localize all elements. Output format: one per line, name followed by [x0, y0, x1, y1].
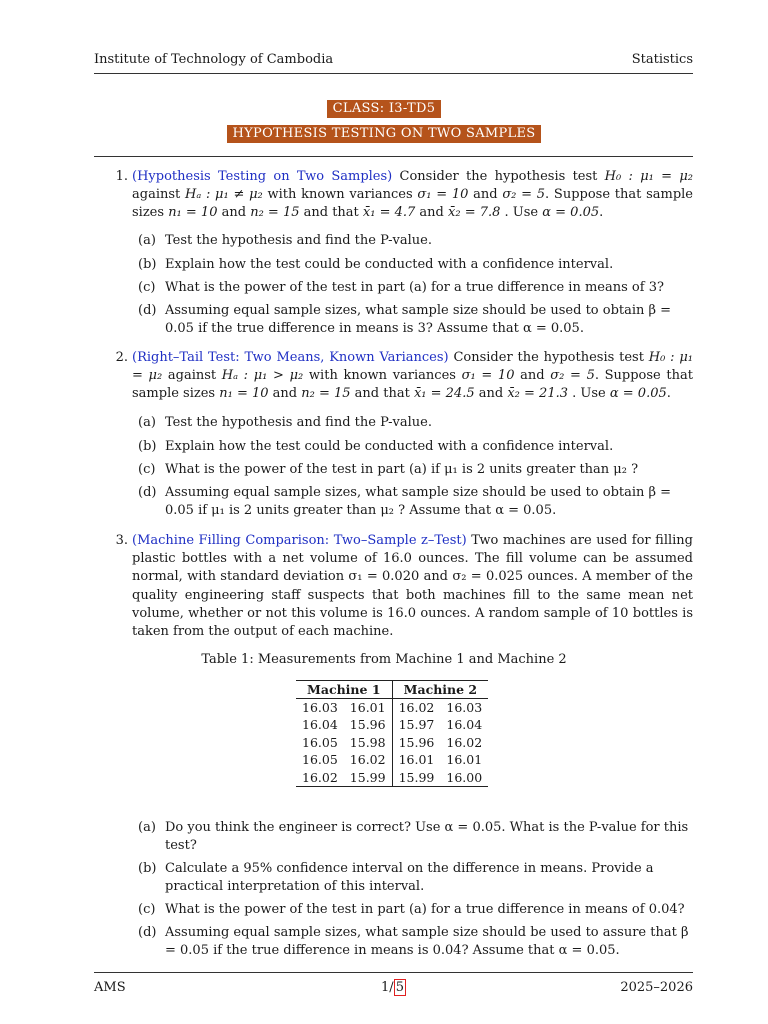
topic-label: HYPOTHESIS TESTING ON TWO SAMPLES: [227, 125, 542, 143]
q2-part-b: (b) Explain how the test could be conducted with a confidence interval.: [138, 439, 614, 454]
question-1: [108, 168, 693, 223]
q2-part-d: (d) Assuming equal sample sizes, what sample size should be used to obtain β = 0.05 if μ₁ is 2 units greater than μ₂ ? Assume that α = 0.05.: [138, 485, 672, 519]
footer-dept: AMS: [94, 980, 126, 995]
q3-part-b: (b) Calculate a 95% confidence interval on the difference in means. Provide a practical interpretation of this interval.: [138, 861, 654, 895]
question-number: 1.: [115, 169, 128, 184]
alt-hypothesis: Hₐ : μ₁ ≠ μ₂: [184, 187, 263, 203]
table-caption: Table 1: Measurements from Machine 1 and Machine 2: [201, 652, 567, 667]
q2-part-c: (c) What is the power of the test in part (a) if μ₁ is 2 units greater than μ₂ ?: [138, 462, 639, 477]
table-row: 16.03 16.01 16.02 16.03: [302, 700, 483, 715]
q3-part-d: (d) Assuming equal sample sizes, what sample size should be used to assure that β = 0.05 if the true difference in means is 0.04? Assume that α = 0.05.: [138, 925, 689, 959]
class-label: CLASS: I3-TD5: [327, 100, 442, 118]
topic-banner: [0, 122, 768, 143]
alt-hypothesis: Hₐ : μ₁ > μ₂: [221, 368, 304, 384]
institute-name: Institute of Technology of Cambodia: [94, 52, 334, 67]
q1-part-d: (d) Assuming equal sample sizes, what sample size should be used to obtain β = 0.05 if the true difference in means is 3? Assume that α = 0.05.: [138, 303, 672, 337]
question-title: (Machine Filling Comparison: Two–Sample z–Test): [132, 533, 467, 548]
header-divider: [94, 73, 693, 74]
q3-part-a: (a) Do you think the engineer is correct? Use α = 0.05. What is the P-value for this test?: [138, 820, 689, 854]
question-title: (Right–Tail Test: Two Means, Known Variances): [132, 350, 449, 365]
q2-part-a: (a) Test the hypothesis and find the P-value.: [138, 415, 432, 430]
table-row: 16.05 15.98 15.96 16.02: [302, 734, 483, 750]
table-header-row: [296, 681, 488, 699]
table-row: 16.05 16.02 16.01 16.01: [302, 752, 483, 768]
question-number: 3.: [115, 533, 128, 548]
class-banner: [0, 97, 768, 118]
question-2: [108, 349, 693, 404]
table-row: 16.02 15.99 15.99 16.00: [302, 769, 483, 785]
question-text: (Hypothesis Testing on Two Samples) Consider the hypothesis test H₀ : μ₁ = μ₂ against Hₐ : μ₁ ≠ μ₂ with known variances σ₁ = 10 and σ₂ = 5. Suppose that sample sizes n₁ = 10 and n₂ = 15 and that x̄₁ = 4.7 and x̄₂ = 7.8 . Use α = 0.05.: [132, 169, 693, 221]
column-header-machine-1: Machine 1: [296, 681, 392, 699]
academic-year: 2025–2026: [620, 980, 693, 995]
section-divider: [94, 156, 693, 157]
measurements-table: [296, 680, 488, 787]
question-title: (Hypothesis Testing on Two Samples): [132, 169, 393, 184]
question-number: 2.: [115, 350, 128, 365]
q1-part-b: (b) Explain how the test could be conducted with a confidence interval.: [138, 257, 614, 272]
question-3: [108, 532, 693, 641]
subject-name: Statistics: [631, 52, 693, 67]
column-header-machine-2: Machine 2: [392, 681, 488, 699]
table-row: 16.04 15.96 15.97 16.04: [302, 717, 483, 733]
total-pages-link[interactable]: 5: [395, 980, 404, 995]
page-number: 1/ 5: [381, 980, 404, 995]
null-hypothesis: H₀ : μ₁ = μ₂: [604, 169, 693, 184]
q1-part-a: (a) Test the hypothesis and find the P-value.: [138, 233, 432, 248]
footer-divider: [94, 972, 693, 973]
q1-part-c: (c) What is the power of the test in part (a) for a true difference in means of 3?: [138, 280, 664, 295]
question-text: (Right–Tail Test: Two Means, Known Variances) Consider the hypothesis test H₀ : μ₁ = μ₂ against Hₐ : μ₁ > μ₂ with known variances σ₁ = 10 and σ₂ = 5. Suppose that sample sizes n₁ = 10 and n₂ = 15 and that x̄₁ = 24.5 and x̄₂ = 21.3 . Use α = 0.05.: [132, 350, 694, 402]
question-text: (Machine Filling Comparison: Two–Sample z–Test) Two machines are used for filling plastic bottles with a net volume of 16.0 ounces. The fill volume can be assumed normal, with standard deviation σ₁ = 0.020 and σ₂ = 0.025 ounces. A member of the quality engineering staff suspects that both machines fill to the same mean net volume, whether or not this volume is 16.0 ounces. A random sample of 10 bottles is taken from the output of each machine.: [132, 533, 693, 640]
q3-part-c: (c) What is the power of the test in part (a) for a true difference in means of 0.04?: [138, 902, 685, 917]
null-hypothesis: H₀ : μ₁ = μ₂: [132, 350, 694, 384]
